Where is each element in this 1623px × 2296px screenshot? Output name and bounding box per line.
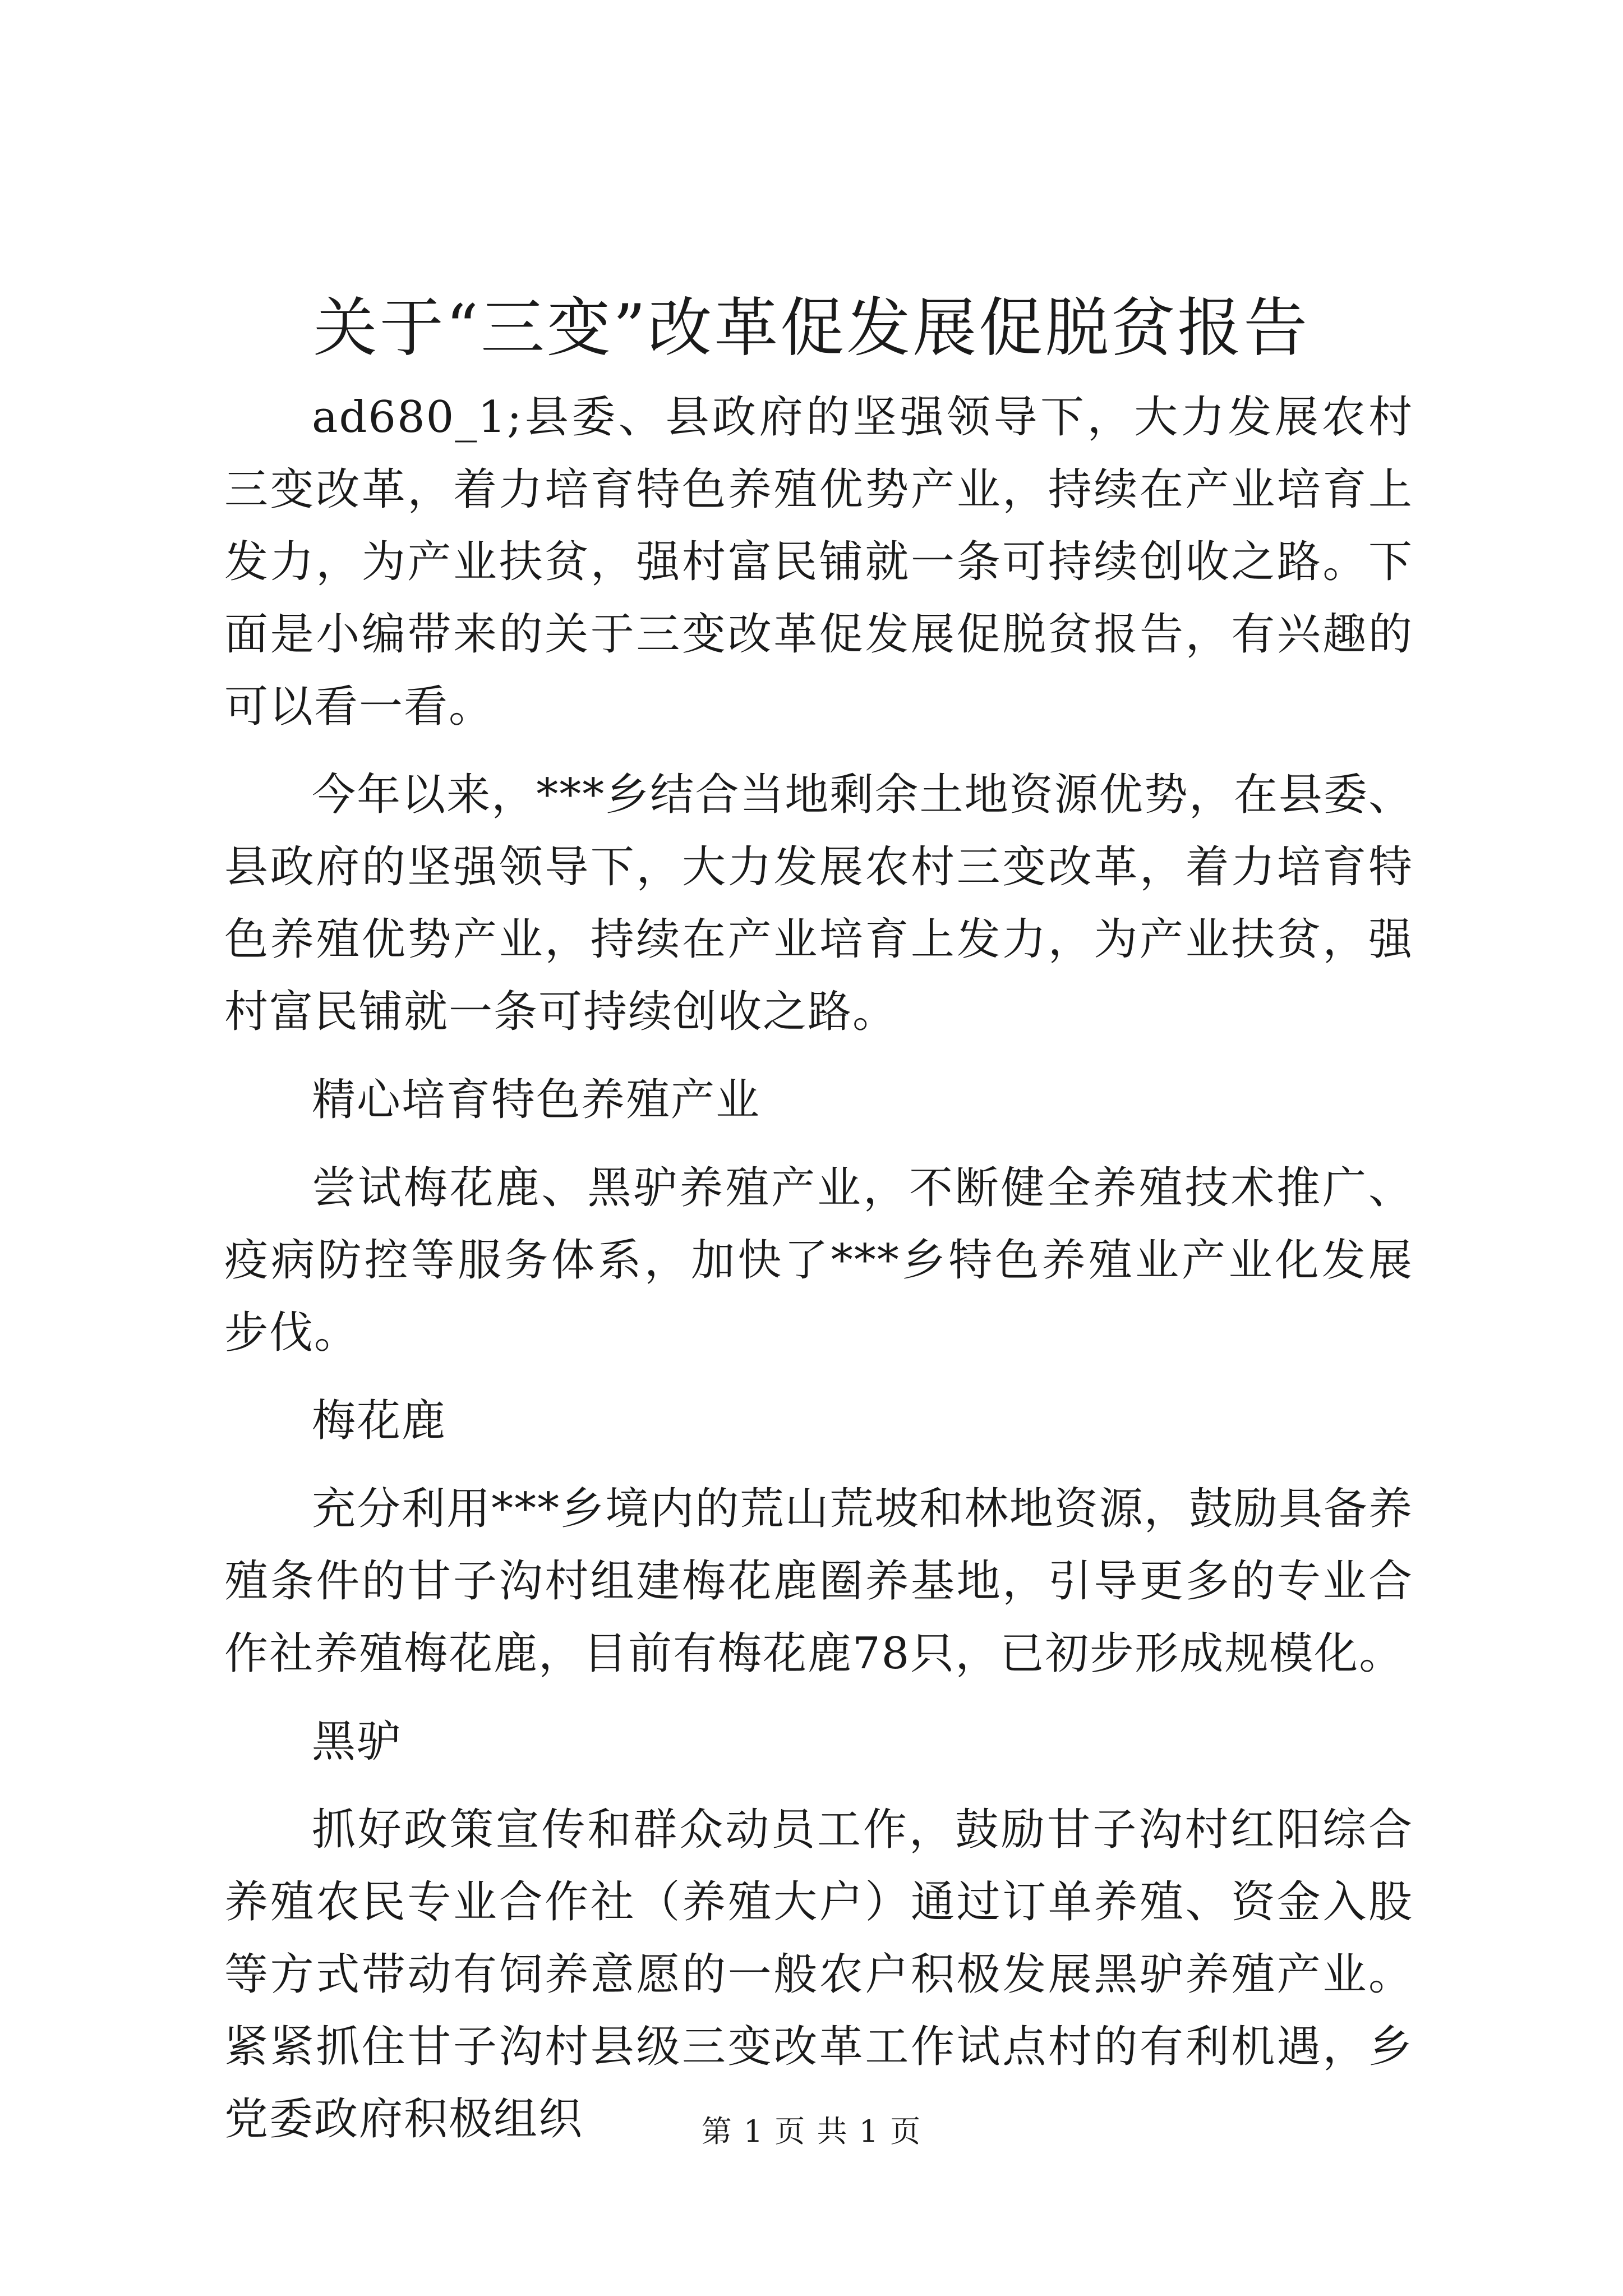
document-body — [224, 381, 1413, 2171]
section-heading-breeding: 精心培育特色养殖产业 — [312, 1075, 761, 1125]
section-heading-deer: 梅花鹿 — [312, 1396, 447, 1446]
section-heading-donkey: 黑驴 — [312, 1717, 402, 1767]
paragraph-intro: ad680_1;县委、县政府的坚强领导下，大力发展农村三变改革，着力培育特色养殖优势产业，持续在产业培育上发力，为产业扶贫，强村富民铺就一条可持续创收之路。下面是小编带来的关于三变改革促发展促脱贫报告，有兴趣的可以看一看。 — [224, 392, 1413, 732]
paragraph-donkey: 抓好政策宣传和群众动员工作，鼓励甘子沟村红阳综合养殖农民专业合作社（养殖大户）通过订单养殖、资金入股等方式带动有饲养意愿的一般农户积极发展黑驴养殖产业。紧紧抓住甘子沟村县级三变改革工作试点村的有利机遇，乡党委政府积极组织 — [224, 1805, 1413, 2145]
document-title: 关于“三变”改革促发展促脱贫报告 — [313, 291, 1310, 365]
paragraph-deer: 充分利用***乡境内的荒山荒坡和林地资源，鼓励具备养殖条件的甘子沟村组建梅花鹿圈养基地，引导更多的专业合作社养殖梅花鹿，目前有梅花鹿78只，已初步形成规模化。 — [224, 1484, 1413, 1679]
paragraph-breeding: 尝试梅花鹿、黑驴养殖产业，不断健全养殖技术推广、疫病防控等服务体系，加快了***乡特色养殖业产业化发展步伐。 — [224, 1163, 1413, 1358]
paragraph-overview: 今年以来，***乡结合当地剩余土地资源优势，在县委、县政府的坚强领导下，大力发展农村三变改革，着力培育特色养殖优势产业，持续在产业培育上发力，为产业扶贫，强村富民铺就一条可持续创收之路。 — [224, 770, 1413, 1037]
page-footer: 第 1 页 共 1 页 — [701, 2114, 922, 2149]
